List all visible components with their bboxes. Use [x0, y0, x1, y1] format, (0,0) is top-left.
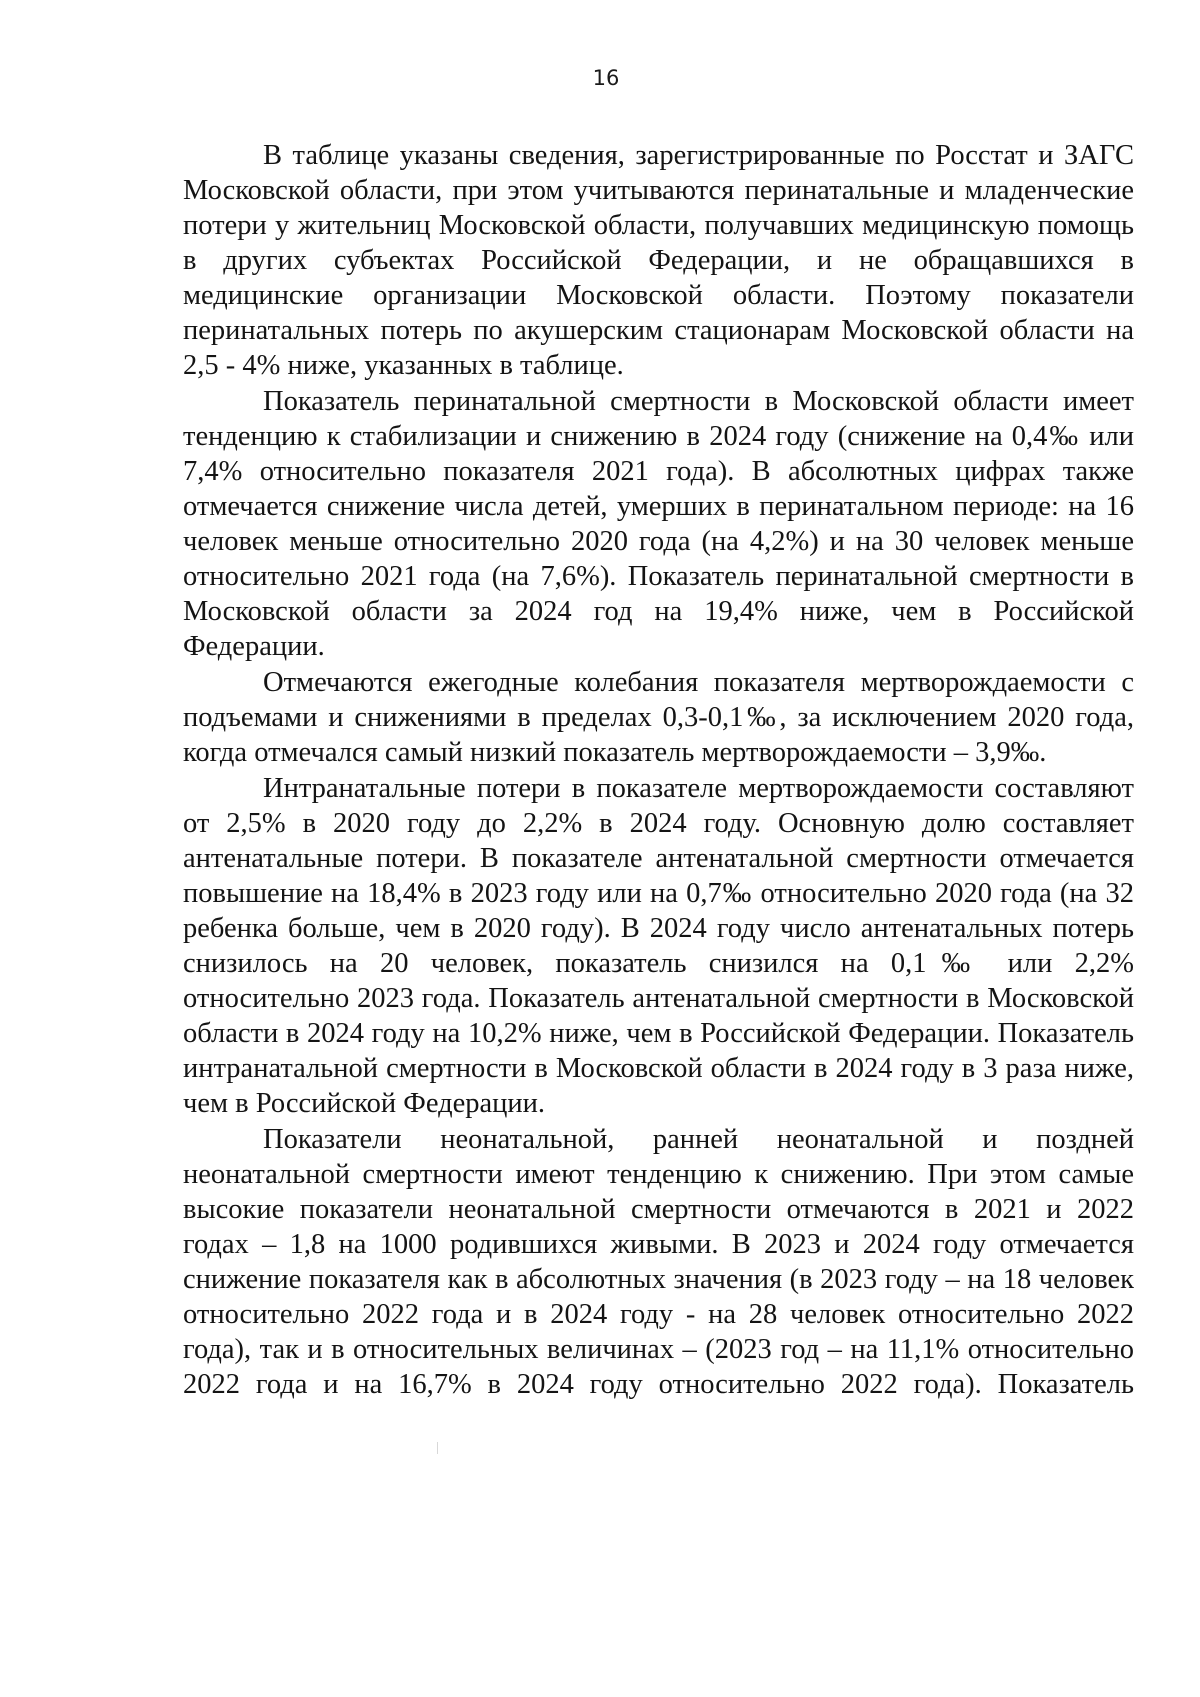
- paragraph-stillbirth-fluctuations: Отмечаются ежегодные колебания показателя мертворождаемости с подъемами и снижениями в пределах 0,3-0,1‰, за исключением 2020 года, когда отмечался самый низкий показатель мертворождаемости – 3,9‰.: [183, 667, 1134, 768]
- paragraph-intranatal-antenatal-losses: Интранатальные потери в показателе мертворождаемости составляют от 2,5% в 2020 году до 2,2% в 2024 году. Основную долю составляет антенатальные потери. В показателе антенатальной смертности отмечается повышение на 18,4% в 2023 году или на 0,7‰ относительно 2020 года (на 32 ребенка больше, чем в 2020 году). В 2024 году число антенатальных потерь снизилось на 20 человек, показатель снизился на 0,1‰ или 2,2% относительно 2023 года. Показатель антенатальной смертности в Московской области в 2024 году на 10,2% ниже, чем в Российской Федерации. Показатель интранатальной смертности в Московской области в 2024 году в 3 раза ниже, чем в Российской Федерации.: [183, 773, 1134, 1119]
- paragraph-neonatal-mortality: Показатели неонатальной, ранней неонатальной и поздней неонатальной смертности имеют тенденцию к снижению. При этом самые высокие показатели неонатальной смертности отмечаются в 2021 и 2022 годах – 1,8 на 1000 родившихся живыми. В 2023 и 2024 году отмечается снижение показателя как в абсолютных значения (в 2023 году – на 18 человек относительно 2022 года и в 2024 году - на 28 человек относительно 2022 года), так и в относительных величинах – (2023 год – на 11,1% относительно 2022 года и на 16,7% в 2024 году относительно 2022 года). Показатель: [183, 1124, 1134, 1400]
- paragraph-data-sources: В таблице указаны сведения, зарегистрированные по Росстат и ЗАГС Московской области, при этом учитываются перинатальные и младенческие потери у жительниц Московской области, получавших медицинскую помощь в других субъектах Российской Федерации, и не обращавшихся в медицинские организации Московской области. Поэтому показатели перинатальных потерь по акушерским стационарам Московской области на 2,5 - 4% ниже, указанных в таблице.: [183, 140, 1134, 381]
- paragraph-perinatal-mortality: Показатель перинатальной смертности в Московской области имеет тенденцию к стабилизации и снижению в 2024 году (снижение на 0,4‰ или 7,4% относительно показателя 2021 года). В абсолютных цифрах также отмечается снижение числа детей, умерших в перинатальном периоде: на 16 человек меньше относительно 2020 года (на 4,2%) и на 30 человек меньше относительно 2021 года (на 7,6%). Показатель перинатальной смертности в Московской области за 2024 год на 19,4% ниже, чем в Российской Федерации.: [183, 386, 1134, 662]
- page-number: 16: [592, 66, 620, 90]
- document-body: [183, 138, 1134, 1402]
- scan-artifact: [437, 1442, 438, 1454]
